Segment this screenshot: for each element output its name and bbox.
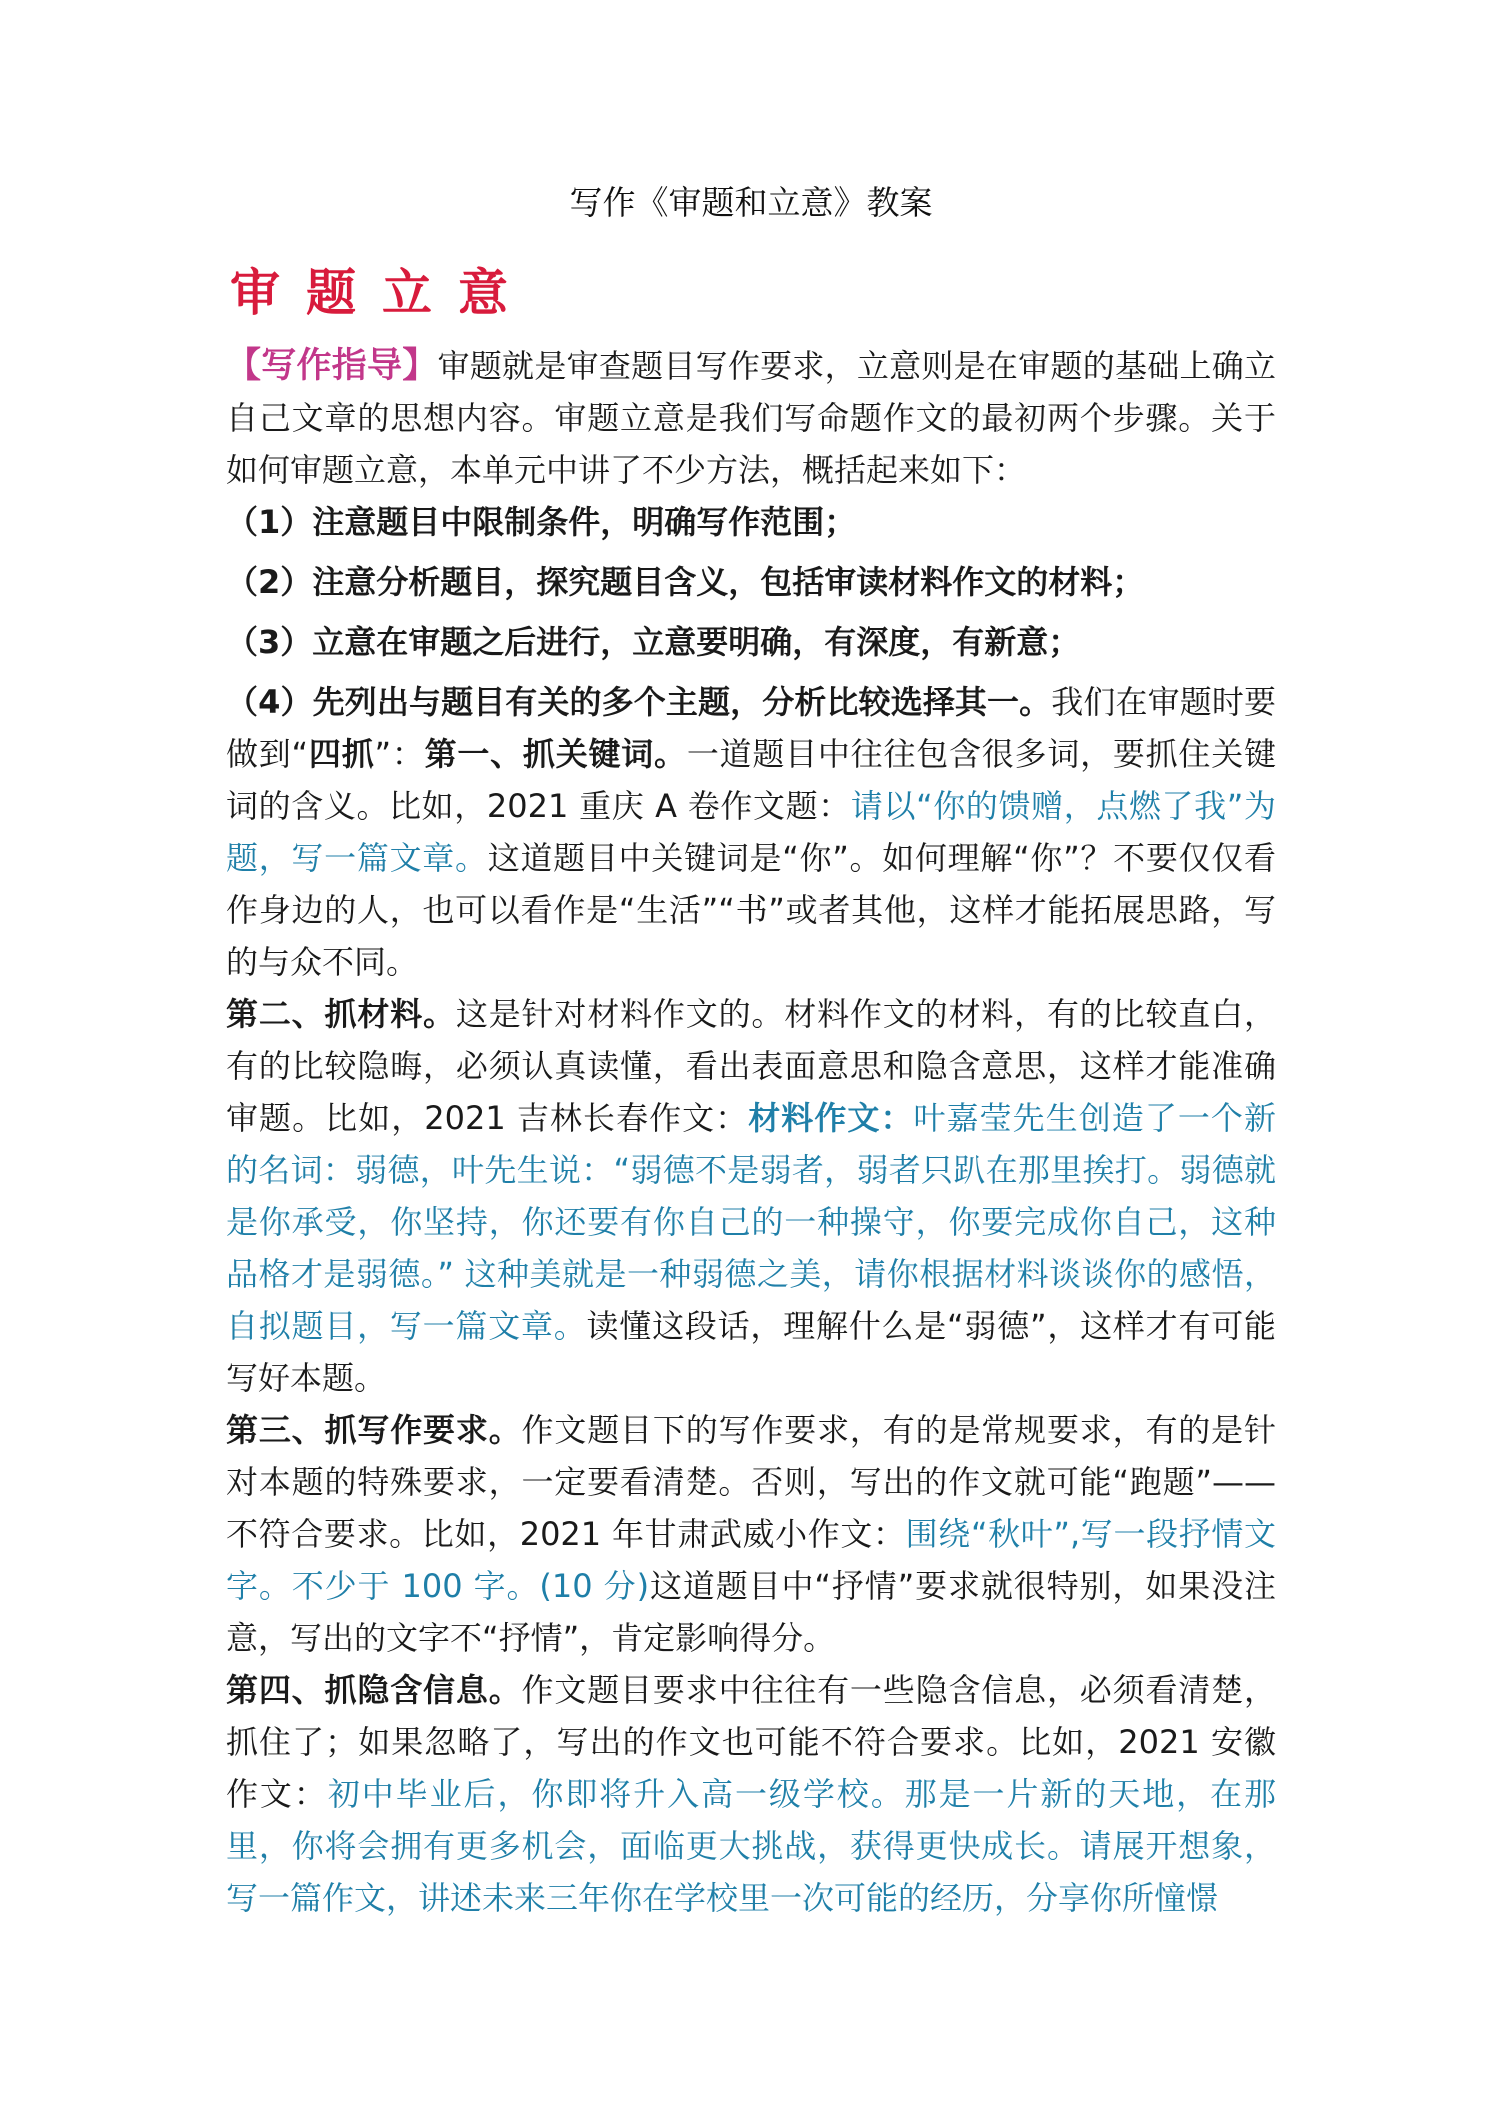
step-item-1: （1）注意题目中限制条件，明确写作范围； (226, 503, 857, 541)
intro-paragraph (226, 340, 1276, 496)
guide-tag: 【写作指导】 (226, 346, 438, 386)
p2-quote: 叶嘉莹先生创造了一个新的名词：弱德，叶先生说：“弱德不是弱者，弱者只趴在那里挨打。弱德就是你承受，你坚持，你还要有你自己的一种操守，你要完成你自己，这种品格才是弱德。” 这种美就是一种弱德之美，请你根据材料谈谈你的感悟，自拟题目，写一篇文章。 (226, 1099, 1276, 1345)
section-heading: 审题立意 (230, 264, 534, 322)
paragraph-keywords (226, 676, 1276, 988)
p1-text-a: 我们在审题时要做到“ (226, 683, 1276, 773)
p1-text-c: ”： (374, 735, 425, 773)
paragraph-requirements (226, 1404, 1276, 1664)
p2-text-e: 读懂这段话，理解什么是“弱德”，这样才有可能写好本题。 (226, 1307, 1276, 1397)
p1-sizhua: 四抓 (308, 735, 375, 773)
p1-point-heading: 第一、抓关键词。 (424, 735, 687, 773)
p4-quote: 初中毕业后，你即将升入高一级学校。那是一片新的天地，在那里，你将会拥有更多机会，面临更大挑战，获得更快成长。请展开想象，写一篇作文，讲述未来三年你在学校里一次可能的经历，分享你所憧憬 (226, 1775, 1276, 1917)
p1-quote: 请以“你的馈赠，点燃了我”为题，写一篇文章。 (226, 787, 1276, 877)
p3-text-b: 作文题目下的写作要求，有的是常规要求，有的是针对本题的特殊要求，一定要看清楚。否则，写出的作文就可能“跑题”——不符合要求。比如，2021 年甘肃武威小作文： (226, 1411, 1276, 1553)
p2-point-heading: 第二、抓材料。 (226, 995, 456, 1033)
p4-text-b: 作文题目要求中往往有一些隐含信息，必须看清楚，抓住了；如果忽略了，写出的作文也可能不符合要求。比如，2021 安徽作文： (226, 1671, 1276, 1813)
p3-point-heading: 第三、抓写作要求。 (226, 1411, 522, 1449)
document-title: 写作《审题和立意》教案 (569, 183, 933, 222)
intro-text: 审题就是审查题目写作要求，立意则是在审题的基础上确立自己文章的思想内容。审题立意是我们写命题作文的最初两个步骤。关于如何审题立意，本单元中讲了不少方法，概括起来如下： (226, 347, 1276, 489)
p1-text-g: 这道题目中关键词是“你”。如何理解“你”？不要仅仅看作身边的人，也可以看作是“生活”“书”或者其他，这样才能拓展思路，写的与众不同。 (226, 839, 1276, 981)
p2-text-b: 这是针对材料作文的。材料作文的材料，有的比较直白，有的比较隐晦，必须认真读懂，看出表面意思和隐含意思，这样才能准确审题。比如，2021 吉林长春作文： (226, 995, 1276, 1137)
paragraph-hidden-info (226, 1664, 1276, 1924)
p2-quote-label: 材料作文： (748, 1099, 914, 1137)
paragraph-material (226, 988, 1276, 1404)
p3-text-d: 这道题目中“抒情”要求就很特别，如果没注意，写出的文字不“抒情”，肯定影响得分。 (226, 1567, 1276, 1657)
step-item-4: （4）先列出与题目有关的多个主题，分析比较选择其一。 (226, 683, 1052, 721)
p1-text-e: 一道题目中往往包含很多词，要抓住关键词的含义。比如，2021 重庆 A 卷作文题： (226, 735, 1276, 825)
p3-quote: 围绕“秋叶”,写一段抒情文字。不少于 100 字。(10 分) (226, 1515, 1276, 1605)
document-body (226, 340, 1276, 1924)
step-item-2: （2）注意分析题目，探究题目含义，包括审读材料作文的材料； (226, 563, 1145, 601)
step-item-3: （3）立意在审题之后进行，立意要明确，有深度，有新意； (226, 623, 1081, 661)
p4-point-heading: 第四、抓隐含信息。 (226, 1671, 522, 1709)
